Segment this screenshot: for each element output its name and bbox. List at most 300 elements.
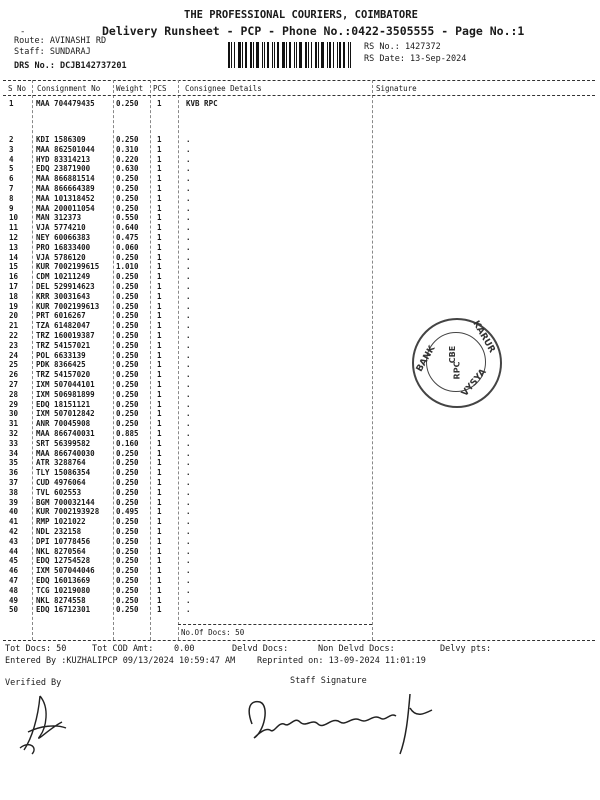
col-header-signature: Signature [376,84,417,93]
row-consignee: . [186,438,191,448]
table-row [0,233,600,242]
table-row [0,360,600,369]
row-sno: 28 [9,389,19,399]
rs-number: RS No.: 1427372 [364,42,441,52]
row-sno: 20 [9,311,19,321]
row-pcs: 1 [157,468,162,478]
row-weight: 0.250 [116,468,139,478]
row-consignment: TCG 10219080 [36,585,91,595]
row-weight: 0.250 [116,458,139,468]
row-weight: 0.550 [116,213,139,223]
table-row [0,311,600,320]
row-consignment: TRZ 54157021 [36,340,91,350]
table-row [0,478,600,487]
table-row [0,507,600,516]
table-row [0,419,600,428]
row-sno: 16 [9,272,19,282]
row-sno: 8 [9,193,14,203]
row-sno: 5 [9,164,14,174]
row-pcs: 1 [157,576,162,585]
row-sno: 22 [9,331,19,340]
row-consignee: . [186,350,191,360]
row-consignee: . [186,301,191,311]
header-dash-mark: - [20,27,26,37]
table-row [0,566,600,575]
row-sno: 32 [9,429,19,438]
row-consignee: . [186,360,191,370]
row-consignee: . [186,556,191,566]
row-sno: 7 [9,184,14,193]
row-weight: 0.250 [116,99,139,108]
row-sno: 35 [9,458,19,468]
row-pcs: 1 [157,536,162,546]
row-sno: 4 [9,154,14,164]
row-sno: 34 [9,448,19,458]
row-consignment: HYD 83314213 [36,154,91,164]
table-row [0,262,600,271]
row-consignee: . [186,311,191,321]
row-consignee: . [186,370,191,380]
row-sno: 39 [9,497,19,507]
row-weight: 0.250 [116,556,139,566]
col-header-sno: S No [8,84,27,93]
row-pcs: 1 [157,282,162,291]
row-sno: 29 [9,399,19,409]
row-sno: 36 [9,468,19,478]
row-consignee: . [186,419,191,429]
row-sno: 27 [9,380,19,389]
table-row [0,498,600,507]
row-sno: 31 [9,419,19,429]
row-consignee: . [186,340,191,350]
row-pcs: 1 [157,419,162,429]
row-consignment: ANR 70045908 [36,419,91,429]
row-sno: 41 [9,517,19,527]
table-row [0,272,600,281]
barcode [228,42,356,68]
row-pcs: 1 [157,389,162,399]
row-weight: 0.250 [116,585,139,595]
row-weight: 0.250 [116,380,139,389]
row-consignee: . [186,193,191,203]
row-pcs: 1 [157,566,162,576]
table-row [0,331,600,340]
row-consignee: . [186,272,191,282]
row-consignee: . [186,389,191,399]
row-weight: 0.250 [116,203,139,213]
row-consignee: . [186,429,191,438]
row-pcs: 1 [157,409,162,419]
row-pcs: 1 [157,331,162,340]
table-row [0,576,600,585]
table-row [0,282,600,291]
row-consignee: . [186,223,191,233]
row-consignment: IXM 507012842 [36,409,95,419]
row-weight: 0.250 [116,291,139,301]
route-label: Route: AVINASHI RD [14,36,107,46]
row-consignee: . [186,585,191,595]
table-row [0,439,600,448]
row-sno: 42 [9,527,19,536]
table-row [0,99,600,108]
row-pcs: 1 [157,370,162,380]
row-consignee: . [186,566,191,576]
row-consignment: RMP 1021022 [36,517,86,527]
row-consignment: KUR 7002193928 [36,507,100,517]
table-row [0,204,600,213]
row-sno: 30 [9,409,19,419]
row-sno: 2 [9,135,14,144]
row-consignee: . [186,144,191,154]
row-consignment: NDL 232158 [36,527,82,536]
row-sno: 15 [9,262,19,272]
row-sno: 10 [9,213,19,223]
row-consignment: EDQ 12754528 [36,556,91,566]
row-pcs: 1 [157,233,162,242]
row-sno: 25 [9,360,19,370]
row-consignment: DEL 529914623 [36,282,95,291]
row-sno: 9 [9,203,14,213]
table-row [0,517,600,526]
reprinted-on: Reprinted on: 13-09-2024 11:01:19 [257,656,426,666]
row-pcs: 1 [157,262,162,272]
row-weight: 0.250 [116,321,139,331]
row-consignee: . [186,546,191,556]
row-consignment: SRT 56399582 [36,438,91,448]
row-pcs: 1 [157,458,162,468]
row-consignee: . [186,252,191,262]
row-consignment: CDM 10211249 [36,272,91,282]
table-row [0,547,600,556]
row-weight: 0.250 [116,536,139,546]
row-weight: 1.010 [116,262,139,272]
row-weight: 0.250 [116,252,139,262]
row-sno: 49 [9,595,19,605]
row-sno: 33 [9,438,19,448]
table-row [0,586,600,595]
row-weight: 0.250 [116,360,139,370]
row-sno: 44 [9,546,19,556]
row-consignment: ATR 3288764 [36,458,86,468]
stamp-word-right: VYSYA [459,367,489,399]
table-row [0,292,600,301]
row-consignment: VJA 5774210 [36,223,86,233]
row-consignment: EDQ 16712301 [36,605,91,615]
row-weight: 0.475 [116,233,139,242]
row-consignment: MAN 312373 [36,213,82,223]
runsheet-title: Delivery Runsheet - PCP - Phone No.:0422-3505555 - Page No.:1 [102,24,525,38]
table-bottom-rule [3,640,595,641]
company-name: THE PROFESSIONAL COURIERS, COIMBATORE [184,9,418,21]
row-sno: 18 [9,291,19,301]
table-row [0,537,600,546]
row-consignee: . [186,154,191,164]
table-row [0,155,600,164]
row-consignment: KDI 1586309 [36,135,86,144]
row-pcs: 1 [157,546,162,556]
row-pcs: 1 [157,487,162,497]
row-consignee: . [186,282,191,291]
row-consignee: . [186,380,191,389]
row-consignment: PRT 6016267 [36,311,86,321]
row-consignment: EDQ 18151121 [36,399,91,409]
row-consignment: TZA 61482047 [36,321,91,331]
row-sno: 48 [9,585,19,595]
row-weight: 0.250 [116,409,139,419]
row-sno: 21 [9,321,19,331]
row-consignee: . [186,448,191,458]
table-row [0,409,600,418]
row-sno: 46 [9,566,19,576]
table-row [0,351,600,360]
row-weight: 0.250 [116,527,139,536]
header-top-rule [3,80,595,81]
row-consignment: BGM 700032144 [36,497,95,507]
stamp-center-city: CBE [448,345,458,364]
row-weight: 0.250 [116,193,139,203]
row-weight: 0.250 [116,282,139,291]
row-weight: 0.250 [116,497,139,507]
row-pcs: 1 [157,507,162,517]
row-pcs: 1 [157,448,162,458]
table-row [0,302,600,311]
table-row [0,390,600,399]
row-consignment: IXM 506981899 [36,389,95,399]
row-consignee: . [186,242,191,252]
row-weight: 0.250 [116,546,139,556]
table-row [0,458,600,467]
col-header-weight: Weight [116,84,144,93]
row-sno: 38 [9,487,19,497]
row-consignee: . [186,321,191,331]
row-weight: 0.250 [116,331,139,340]
row-consignee: . [186,527,191,536]
row-sno: 26 [9,370,19,380]
row-consignee: . [186,233,191,242]
row-weight: 0.885 [116,429,139,438]
row-weight: 0.250 [116,370,139,380]
row-weight: 0.250 [116,389,139,399]
row-consignee: . [186,164,191,174]
table-row [0,164,600,173]
row-consignee: KVB RPC [186,99,218,108]
row-consignment: TRZ 54157020 [36,370,91,380]
row-consignment: TVL 602553 [36,487,82,497]
row-sno: 45 [9,556,19,566]
row-consignment: NEY 60066383 [36,233,91,242]
table-row [0,429,600,438]
row-pcs: 1 [157,135,162,144]
row-sno: 24 [9,350,19,360]
col-header-consignee: Consignee Details [185,84,262,93]
row-weight: 0.250 [116,311,139,321]
row-sno: 23 [9,340,19,350]
rs-date: RS Date: 13-Sep-2024 [364,54,467,64]
table-row [0,449,600,458]
row-sno: 19 [9,301,19,311]
row-consignee: . [186,331,191,340]
docs-count-rule [178,624,372,625]
row-weight: 0.310 [116,144,139,154]
row-consignee: . [186,536,191,546]
row-pcs: 1 [157,272,162,282]
row-pcs: 1 [157,301,162,311]
no-of-docs: No.Of Docs: 50 [181,628,245,637]
total-cod-amount: 0.00 [174,644,195,654]
row-pcs: 1 [157,99,162,108]
table-row [0,184,600,193]
row-consignee: . [186,468,191,478]
row-consignment: MAA 866740030 [36,448,95,458]
row-sno: 14 [9,252,19,262]
table-row [0,596,600,605]
row-weight: 0.250 [116,448,139,458]
row-pcs: 1 [157,321,162,331]
stamp-word-left: BANK [414,344,438,374]
row-consignee: . [186,478,191,487]
table-row [0,223,600,232]
row-weight: 0.250 [116,605,139,615]
row-weight: 0.160 [116,438,139,448]
row-consignment: POL 6633139 [36,350,86,360]
row-consignee: . [186,409,191,419]
row-consignment: PRO 16833400 [36,242,91,252]
table-row [0,253,600,262]
row-weight: 0.640 [116,223,139,233]
table-row [0,556,600,565]
row-sno: 40 [9,507,19,517]
staff-signature-scrawl [240,688,460,758]
header-bottom-rule [3,95,595,96]
col-header-pcs: PCS [153,84,167,93]
row-consignment: TRZ 160019387 [36,331,95,340]
col-header-consignment: Consignment No [37,84,101,93]
row-consignment: KUR 7002199615 [36,262,100,272]
delivery-points: Delvy pts: [440,644,492,654]
row-consignee: . [186,174,191,184]
table-row [0,194,600,203]
row-consignment: EDQ 16013669 [36,576,91,585]
row-weight: 0.250 [116,478,139,487]
row-consignment: NKL 8274558 [36,595,86,605]
row-consignment: TLY 15086354 [36,468,91,478]
row-consignment: DPI 10778456 [36,536,91,546]
row-pcs: 1 [157,340,162,350]
row-weight: 0.250 [116,576,139,585]
row-pcs: 1 [157,595,162,605]
row-pcs: 1 [157,291,162,301]
row-sno: 37 [9,478,19,487]
row-pcs: 1 [157,193,162,203]
row-consignment: KRR 30031643 [36,291,91,301]
row-pcs: 1 [157,478,162,487]
row-pcs: 1 [157,585,162,595]
verifier-signature [10,688,90,758]
row-weight: 0.250 [116,517,139,527]
row-weight: 0.250 [116,340,139,350]
stamp-word-top: KARUR [470,319,497,355]
row-pcs: 1 [157,517,162,527]
row-weight: 0.250 [116,595,139,605]
row-pcs: 1 [157,311,162,321]
total-docs: Tot Docs: 50 [5,644,67,654]
row-consignee: . [186,605,191,615]
table-row [0,605,600,614]
row-pcs: 1 [157,399,162,409]
row-consignee: . [186,595,191,605]
row-weight: 0.250 [116,487,139,497]
staff-label: Staff: SUNDARAJ [14,47,91,57]
row-sno: 1 [9,99,14,108]
row-sno: 17 [9,282,19,291]
row-pcs: 1 [157,164,162,174]
row-pcs: 1 [157,184,162,193]
row-consignee: . [186,497,191,507]
row-pcs: 1 [157,203,162,213]
row-consignment: MAA 200011054 [36,203,95,213]
row-weight: 0.250 [116,184,139,193]
row-pcs: 1 [157,497,162,507]
row-weight: 0.250 [116,174,139,184]
row-consignee: . [186,576,191,585]
row-weight: 0.250 [116,566,139,576]
row-pcs: 1 [157,556,162,566]
row-weight: 0.630 [116,164,139,174]
row-sno: 43 [9,536,19,546]
table-row [0,370,600,379]
row-consignee: . [186,291,191,301]
row-consignment: IXM 507044101 [36,380,95,389]
row-weight: 0.060 [116,242,139,252]
row-consignment: MAA 862501044 [36,144,95,154]
row-weight: 0.250 [116,301,139,311]
row-pcs: 1 [157,154,162,164]
row-pcs: 1 [157,144,162,154]
row-sno: 6 [9,174,14,184]
row-consignee: . [186,458,191,468]
row-pcs: 1 [157,429,162,438]
table-row [0,400,600,409]
row-consignee: . [186,203,191,213]
row-weight: 0.250 [116,419,139,429]
table-row [0,380,600,389]
drs-number: DRS No.: DCJB142737201 [14,61,127,71]
row-consignment: IXM 507044046 [36,566,95,576]
row-consignee: . [186,213,191,223]
stamp-center-rpc: RPC [452,361,462,380]
row-pcs: 1 [157,223,162,233]
row-sno: 11 [9,223,19,233]
total-cod-label: Tot COD Amt: [92,644,154,654]
entered-by: Entered By :KUZHALIPCP 09/13/2024 10:59:47 AM [5,656,236,666]
row-weight: 0.250 [116,399,139,409]
row-consignee: . [186,507,191,517]
table-row [0,321,600,330]
row-consignment: MAA 101318452 [36,193,95,203]
row-consignee: . [186,135,191,144]
row-pcs: 1 [157,242,162,252]
row-pcs: 1 [157,350,162,360]
verified-by-label: Verified By [5,678,62,688]
row-weight: 0.250 [116,135,139,144]
table-row [0,527,600,536]
row-consignee: . [186,262,191,272]
table-row [0,213,600,222]
row-pcs: 1 [157,527,162,536]
table-row [0,174,600,183]
row-weight: 0.250 [116,272,139,282]
row-pcs: 1 [157,380,162,389]
